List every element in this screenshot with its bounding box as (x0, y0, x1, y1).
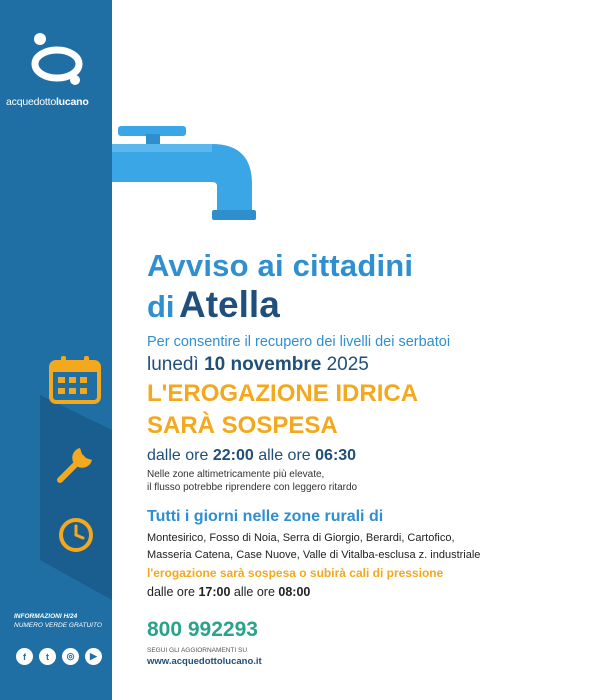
instagram-icon[interactable]: ◎ (62, 648, 79, 665)
rural-zones-title: Tutti i giorni nelle zone rurali di (147, 508, 384, 525)
brand-name: acquedottolucano (6, 96, 89, 108)
facebook-icon[interactable]: f (16, 648, 33, 665)
wrench-icon (52, 440, 100, 488)
title-line2 (147, 284, 280, 326)
rural-suspension-note: l'erogazione sarà sospesa o subirà cali di pressione (147, 566, 444, 580)
title-prefix: di (147, 289, 175, 324)
acquedotto-logo (28, 30, 86, 88)
city-name: Atella (179, 284, 280, 325)
subtitle: Per consentire il recupero dei livelli dei serbatoi (147, 334, 451, 350)
water-tap-icon (112, 96, 272, 224)
alert-line1: L'EROGAZIONE IDRICA (147, 380, 419, 407)
elevation-note: Nelle zone altimetricamente più elevate, il flusso potrebbe riprendere con leggero ritardo (147, 469, 358, 493)
toll-free-number[interactable]: 800 992293 (147, 618, 258, 641)
title-line1: Avviso ai cittadini (147, 248, 414, 283)
suspension-hours: dalle ore 22:00 alle ore 06:30 (147, 447, 357, 464)
calendar-icon (48, 354, 102, 404)
twitter-icon[interactable]: t (39, 648, 56, 665)
clock-icon (56, 515, 96, 555)
website-link[interactable]: www.acquedottolucano.it (147, 656, 262, 667)
rural-hours: dalle ore 17:00 alle ore 08:00 (147, 585, 311, 599)
info-hotline-label: INFORMAZIONI H/24 NUMERO VERDE GRATUITO (14, 613, 102, 629)
social-links (16, 648, 102, 665)
rural-zones-list: Montesirico, Fosso di Noia, Serra di Giorgio, Berardi, Cartofico, Masseria Catena, Case Nuove, Valle di Vitalba-esclusa z. industriale (147, 532, 481, 561)
follow-updates-label: SEGUI GLI AGGIORNAMENTI SU (147, 647, 248, 654)
youtube-icon[interactable]: ▶ (85, 648, 102, 665)
alert-line2: SARÀ SOSPESA (147, 412, 338, 439)
date-line: lunedì 10 novembre 2025 (147, 354, 369, 375)
sidebar (0, 0, 112, 700)
